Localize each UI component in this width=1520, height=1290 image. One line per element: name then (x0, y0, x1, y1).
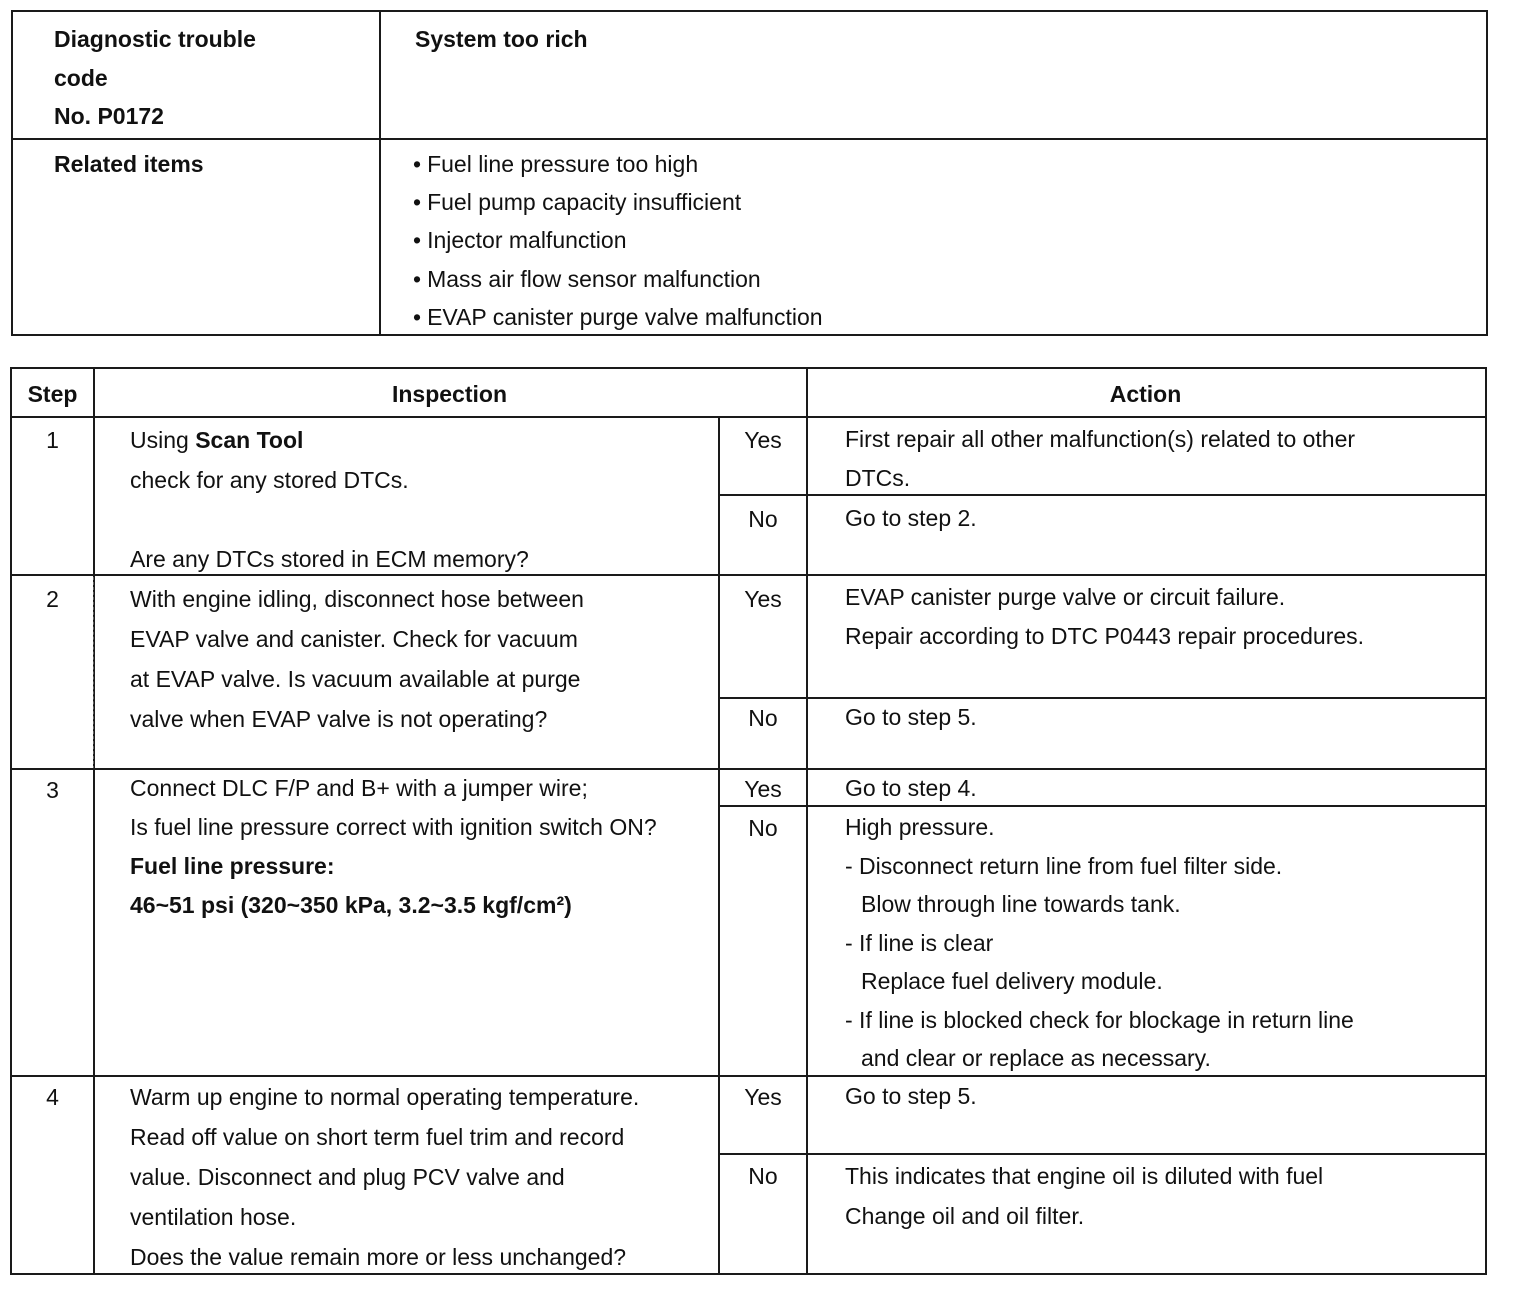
step-column-divider (93, 369, 95, 1273)
step-number: 4 (46, 1084, 59, 1110)
header-row-divider (12, 416, 1485, 418)
related-items-list (413, 145, 823, 336)
row-dashed-divider (93, 577, 94, 769)
column-header-inspection: Inspection (391, 381, 507, 407)
no-label: No (748, 815, 778, 841)
no-action: This indicates that engine oil is diluted with fuel Change oil and oil filter. (845, 1163, 1324, 1229)
step-inspection: Using Scan Tool (130, 427, 304, 453)
step-number: 1 (46, 427, 59, 453)
list-item: • Fuel line pressure too high (413, 145, 823, 183)
yes-action: Go to step 5. (845, 1083, 977, 1109)
step-inspection-question: Are any DTCs stored in ECM memory? (130, 546, 529, 572)
step-inspection: Connect DLC F/P and B+ with a jumper wire; Is fuel line pressure correct with ignition switch ON? Fuel line pressure: 46~51 psi (320~350 kPa, 3.2~3.5 kgf/cm²) (130, 775, 657, 918)
row2-yes-no-divider (718, 697, 1485, 699)
dtc-title: System too rich (415, 26, 588, 52)
yes-action: Go to step 4. (845, 775, 977, 801)
diagnostic-steps-table (10, 367, 1487, 1275)
list-item: • Mass air flow sensor malfunction (413, 260, 823, 298)
no-action: High pressure. - Disconnect return line from fuel filter side. Blow through line towards tank. - If line is clear Replace fuel delivery module. - If line is blocked check for blockage in return line and clear or replace as necessary. (845, 814, 1354, 1071)
row3-yes-no-divider (718, 805, 1485, 807)
step-number: 3 (46, 777, 59, 803)
list-item: • Fuel pump capacity insufficient (413, 183, 823, 221)
no-label: No (748, 705, 778, 731)
no-action: Go to step 2. (845, 505, 977, 531)
yes-action: EVAP canister purge valve or circuit failure. Repair according to DTC P0443 repair procedures. (845, 584, 1365, 649)
no-label: No (748, 506, 778, 532)
yes-action: First repair all other malfunction(s) related to other DTCs. (845, 426, 1356, 491)
list-item: • Injector malfunction (413, 221, 823, 259)
no-label: No (748, 1163, 778, 1189)
header-column-divider (379, 12, 381, 334)
step-inspection: Warm up engine to normal operating temperature. Read off value on short term fuel trim and record value. Disconnect and plug PCV valve and ventilation hose. Does the value remain more or less unchanged? (130, 1084, 640, 1270)
yes-label: Yes (744, 776, 782, 802)
header-row-divider (13, 138, 1486, 140)
list-item: • EVAP canister purge valve malfunction (413, 298, 823, 336)
step-inspection: With engine idling, disconnect hose between EVAP valve and canister. Check for vacuum at EVAP valve. Is vacuum available at purge valve when EVAP valve is not operating? (130, 586, 584, 732)
yes-label: Yes (744, 1084, 782, 1110)
related-items-label: Related items (54, 151, 204, 177)
step-inspection-line: check for any stored DTCs. (130, 467, 409, 493)
column-header-step: Step (27, 381, 78, 407)
yes-label: Yes (744, 586, 782, 612)
dtc-header-table (11, 10, 1488, 336)
column-header-action: Action (1109, 381, 1182, 407)
step-number: 2 (46, 586, 59, 612)
no-action: Go to step 5. (845, 704, 977, 730)
dtc-code-label: Diagnostic trouble code No. P0172 (54, 26, 256, 129)
yes-label: Yes (744, 427, 782, 453)
row4-yes-no-divider (718, 1153, 1485, 1155)
